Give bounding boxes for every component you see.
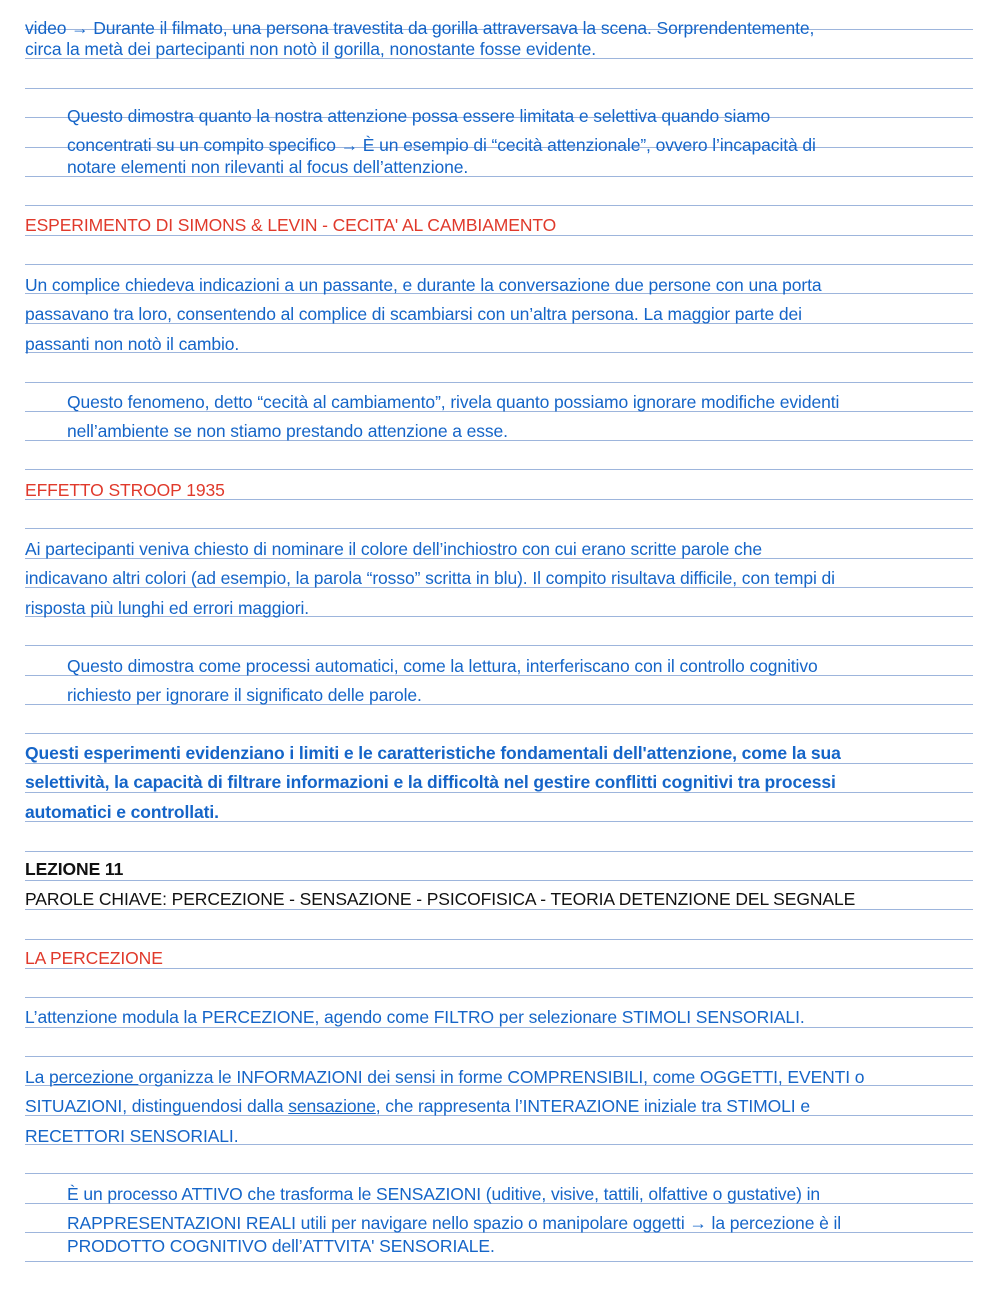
rule-line <box>25 205 973 206</box>
text-line: Un complice chiedeva indicazioni a un passante, e durante la conversazione due persone con una porta <box>25 275 822 295</box>
text-line: passanti non notò il cambio. <box>25 333 240 354</box>
keywords-line: PAROLE CHIAVE: PERCEZIONE - SENSAZIONE - PSICOFISICA - TEORIA DETENZIONE DEL SEGNALE <box>25 889 856 909</box>
text-line: Questo fenomeno, detto “cecità al cambiamento”, rivela quanto possiamo ignorare modifiche evidenti <box>67 392 840 412</box>
rule-line <box>25 880 973 881</box>
rule-line <box>25 382 973 383</box>
text-line: indicavano altri colori (ad esempio, la parola “rosso” scritta in blu). Il compito risultava difficile, con tempi di <box>25 568 835 589</box>
text-line: Questo dimostra come processi automatici, come la lettura, interferiscano con il controllo cognitivo <box>67 656 818 676</box>
stroop-heading: EFFETTO STROOP 1935 <box>25 480 225 500</box>
rule-line <box>25 469 973 470</box>
rule-line <box>25 733 973 734</box>
underlined-term: percezione <box>49 1067 139 1087</box>
text-line: RAPPRESENTAZIONI REALI utili per navigare nello spazio o manipolare oggetti → la percezione è il <box>67 1213 842 1234</box>
text-line: circa la metà dei partecipanti non notò il gorilla, nonostante fosse evidente. <box>25 39 597 59</box>
simons-levin-paragraph <box>25 271 975 359</box>
lesson-title: LEZIONE 11 <box>25 859 124 879</box>
rule-line <box>25 645 973 646</box>
rule-line <box>25 1261 973 1262</box>
rule-line <box>25 997 973 998</box>
text-line: Questo dimostra quanto la nostra attenzione possa essere limitata e selettiva quando siamo <box>67 106 771 126</box>
text-line: Questi esperimenti evidenziano i limiti e le caratteristiche fondamentali dell'attenzione, come la sua <box>25 743 841 763</box>
text-line: automatici e controllati. <box>25 801 219 822</box>
text-line <box>25 1063 975 1092</box>
rule-line <box>25 264 973 265</box>
text-line: È un processo ATTIVO che trasforma le SENSAZIONI (uditive, visive, tattili, olfattive o gustative) in <box>67 1184 821 1204</box>
rule-line <box>25 851 973 852</box>
summary-paragraph <box>25 739 975 827</box>
text-line: PRODOTTO COGNITIVO dell’ATTVITA' SENSORIALE. <box>67 1235 495 1256</box>
rule-line <box>25 88 973 89</box>
gorilla-paragraph <box>25 18 975 60</box>
percezione-paragraph <box>25 1063 975 1151</box>
text-run: La <box>25 1067 50 1087</box>
text-line: video → Durante il filmato, una persona travestita da gorilla attraversava la scena. Sorprendentemente, <box>25 18 815 38</box>
rule-line <box>25 939 973 940</box>
text-line: richiesto per ignorare il significato delle parole. <box>67 685 422 706</box>
text-line <box>25 1092 975 1121</box>
percezione-heading: LA PERCEZIONE <box>25 948 163 968</box>
text-run: , che rappresenta l’INTERAZIONE iniziale tra STIMOLI e <box>375 1096 810 1117</box>
text-line: selettività, la capacità di filtrare informazioni e la difficoltà nel gestire conflitti cognitivi tra processi <box>25 772 836 793</box>
text-line: Ai partecipanti veniva chiesto di nominare il colore dell’inchiostro con cui erano scritte parole che <box>25 539 762 559</box>
text-line: RECETTORI SENSORIALI. <box>25 1125 239 1146</box>
stroop-note <box>67 652 975 711</box>
simons-levin-heading: ESPERIMENTO DI SIMONS & LEVIN - CECITA' AL CAMBIAMENTO <box>25 215 557 235</box>
gorilla-note <box>67 98 975 179</box>
text-line: concentrati su un compito specifico → È un esempio di “cecità attenzionale”, ovvero l’incapacità di <box>67 135 816 155</box>
percezione-intro: L’attenzione modula la PERCEZIONE, agendo come FILTRO per selezionare STIMOLI SENSORIALI. <box>25 1007 805 1027</box>
percezione-note <box>67 1180 975 1254</box>
rule-line <box>25 528 973 529</box>
text-line: nell’ambiente se non stiamo prestando attenzione a esse. <box>67 421 508 442</box>
text-line: passavano tra loro, consentendo al complice di scambiarsi con un’altra persona. La maggior parte dei <box>25 304 802 325</box>
text-line: risposta più lunghi ed errori maggiori. <box>25 597 310 618</box>
text-run: SITUAZIONI, distinguendosi dalla <box>25 1096 289 1117</box>
stroop-paragraph <box>25 535 975 623</box>
text-line: notare elementi non rilevanti al focus dell’attenzione. <box>67 157 469 177</box>
text-run: organizza le INFORMAZIONI dei sensi in forme COMPRENSIBILI, come OGGETTI, EVENTI o <box>138 1067 865 1087</box>
rule-line <box>25 1056 973 1057</box>
underlined-term: sensazione <box>288 1096 376 1117</box>
simons-levin-note <box>67 388 975 447</box>
rule-line <box>25 1173 973 1174</box>
